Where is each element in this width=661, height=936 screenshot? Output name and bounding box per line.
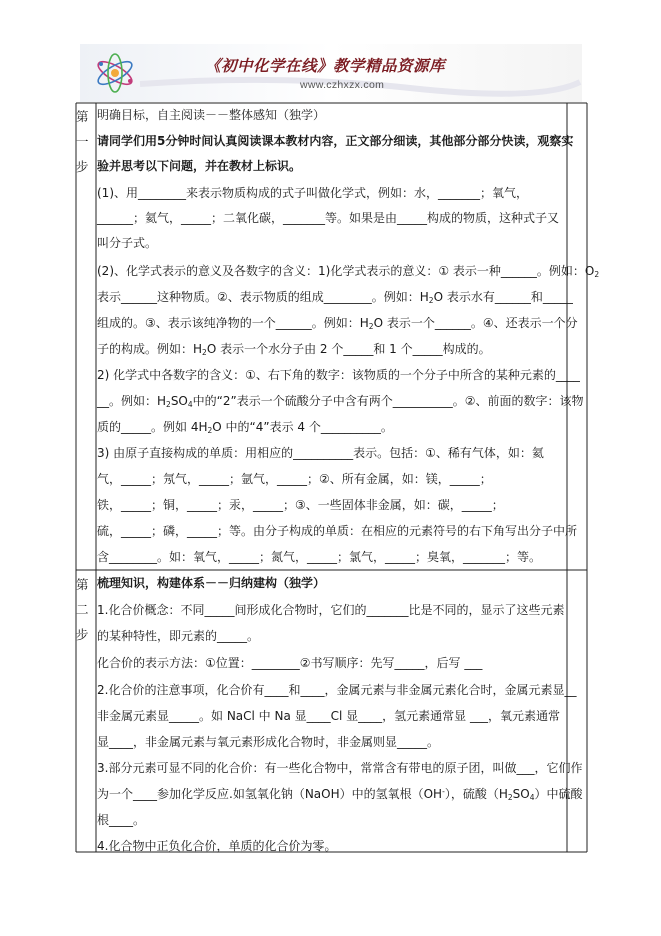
question-2b-line-1: 2) 化学式中各数字的含义：①、右下角的数字：该物质的一个分子中所含的某种元素的____ [97,368,580,382]
instruction-line-1: 请同学们用5分钟时间认真阅读课本教材内容，正文部分细读，其他部分部分快读，观察实 [97,134,574,148]
valence-concept-line-2: 的某种特性，即元素的_____。 [97,629,260,643]
valence-notes-line-2: 非金属元素显_____。如 NaCl 中 Na 显____Cl 显____，氢元素通常显 ___，氧元素通常 [97,709,560,723]
variable-valence-line-3: 根____。 [97,813,146,827]
question-1-line-1: (1)、用________来表示物质构成的式子叫做化学式，例如：水，_______；氧气， [97,186,529,200]
question-3-line-5: 含________。如：氧气，_____；氮气，_____；氯气，_____；臭氧，_______；等。 [97,550,542,564]
atom-logo-icon [92,50,138,96]
question-2b-line-3: 质的_____。例如 $4H_2O$ 中的“4”表示 4 个__________。 [97,420,393,435]
question-1-line-2: ______；氦气，_____；二氧化碳，_______等。如果是由_____构成的物质，这种式子又 [97,211,560,225]
question-2-line-3: 组成的。③、表示该纯净物的一个______。例如：$H_2O$ 表示一个______。④、还表示一个分 [97,316,578,331]
instruction-line-2: 验并思考以下问题，并在教材上标识。 [97,159,302,173]
banner-title: 《初中化学在线》教学精品资源库 [205,56,446,75]
question-2-line-4: 子的构成。例如：$H_2O$ 表示一个水分子由 2 个_____和 1 个_____构成的。 [97,342,491,357]
banner-url: www.czhxzx.com [300,79,385,91]
valence-notes-line-3: 显____，非金属元素与氧元素形成化合物时，非金属则显_____。 [97,735,440,749]
valence-notes-line-1: 2.化合价的注意事项，化合价有____和____，金属元素与非金属元素化合时，金属元素显__ [97,683,577,697]
variable-valence-line-1: 3.部分元素可显不同的化合价：有一些化合物中，常常含有带电的原子团，叫做___，它们作 [97,761,583,775]
question-2b-line-2: __。例如：$H_2SO_4$中的“2”表示一个硫酸分子中含有两个__________。②、前面的数字：该物 [97,394,584,409]
section-1-heading: 明确目标，自主阅读－－整体感知（独学） [97,108,326,122]
step-label-1: 第 一 步 [76,109,89,174]
question-2-line-1: (2)、化学式表示的意义及各数字的含义：1)化学式表示的意义：① 表示一种______。例如：$O_2$ [97,264,600,279]
valence-concept-line-1: 1.化合价概念：不同_____间形成化合物时，它们的_______比是不同的，显示了这些元素 [97,603,565,617]
question-1-line-3: 叫分子式。 [97,236,158,250]
question-3-line-3: 铁，_____；铜，_____；汞，_____；③、一些固体非金属，如：碳，_____； [97,498,504,512]
question-2-line-2: 表示______这种物质。②、表示物质的组成________。例如：$H_2O$ 表示水有______和_____ [97,290,573,305]
zero-valence-rule: 4.化合物中正负化合价，单质的化合价为零。 [97,839,337,853]
step-label-2: 第 二 步 [76,577,89,642]
question-3-line-1: 3) 由原子直接构成的单质：用相应的__________表示。包括：①、稀有气体，如：氦 [97,446,544,460]
section-2-heading: 梳理知识，构建体系－－归纳建构（独学） [97,576,326,590]
variable-valence-line-2: 为一个____参加化学反应.如氢氧化钠（NaOH）中的氢氧根（OH-），硫酸$(H_2SO_4)$中硫酸 [97,787,583,802]
question-3-line-4: 硫，_____；磷，_____；等。由分子构成的单质：在相应的元素符号的右下角写出分子中所 [97,524,578,538]
valence-representation: 化合价的表示方法：①位置：________②书写顺序：先写_____，后写 ___ [97,656,483,670]
question-3-line-2: 气，_____；氖气，_____；氩气，_____；②、所有金属，如：镁，_____； [97,472,492,486]
